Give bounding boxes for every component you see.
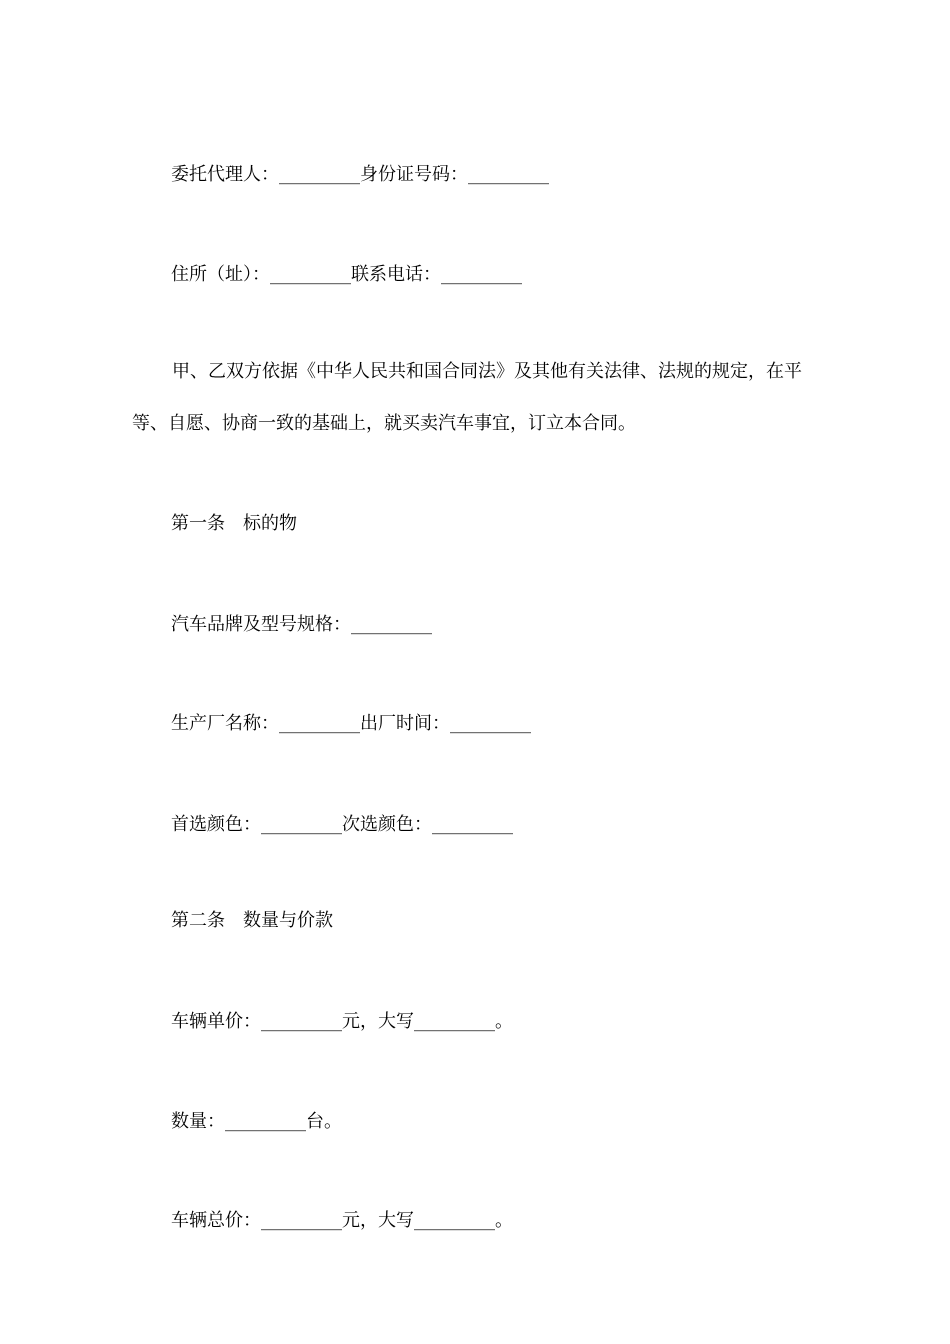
preamble-paragraph xyxy=(132,346,812,450)
unit-price-line: 车辆单价：_________元，大写_________。 xyxy=(171,1011,513,1032)
total-price-line: 车辆总价：_________元，大写_________。 xyxy=(171,1210,513,1231)
agent-line: 委托代理人：_________身份证号码：_________ xyxy=(171,164,549,185)
address-line: 住所（址）：_________联系电话：_________ xyxy=(171,264,522,285)
article-number: 第二条 xyxy=(171,910,225,931)
manufacturer-line: 生产厂名称：_________出厂时间：_________ xyxy=(171,713,531,734)
article-1-heading xyxy=(171,512,297,536)
car-brand-line: 汽车品牌及型号规格：_________ xyxy=(171,614,432,635)
quantity-line: 数量：_________台。 xyxy=(171,1111,342,1132)
preamble-text: 甲、乙双方依据《中华人民共和国合同法》及其他有关法律、法规的规定，在平等、自愿、协商一致的基础上，就买卖汽车事宜，订立本合同。 xyxy=(132,361,802,434)
colors-line: 首选颜色：_________次选颜色：_________ xyxy=(171,814,513,835)
article-title: 数量与价款 xyxy=(243,910,333,931)
article-number: 第一条 xyxy=(171,513,225,534)
article-2-heading xyxy=(171,909,333,933)
article-title: 标的物 xyxy=(243,513,297,534)
